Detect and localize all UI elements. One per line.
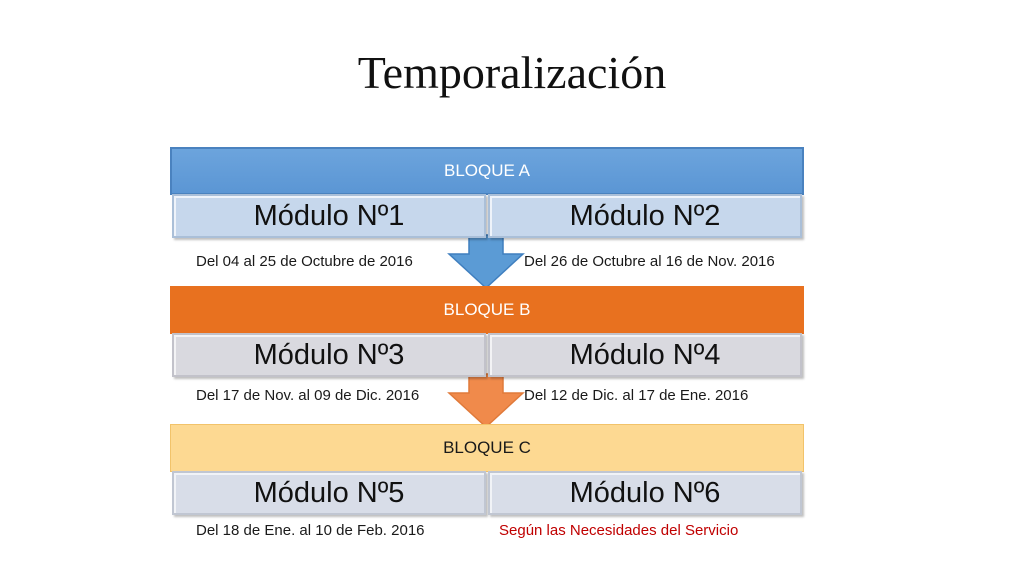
- block-c-header: BLOQUE C: [170, 424, 804, 472]
- module-3-dates: Del 17 de Nov. al 09 de Dic. 2016: [196, 387, 420, 404]
- module-4-dates: Del 12 de Dic. al 17 de Ene. 2016: [524, 387, 749, 404]
- block-a-header: BLOQUE A: [170, 147, 804, 195]
- module-3-cell: Módulo Nº3: [172, 333, 486, 377]
- page-title: Temporalización: [357, 47, 667, 98]
- module-2-cell: Módulo Nº2: [488, 194, 802, 238]
- module-5-dates: Del 18 de Ene. al 10 de Feb. 2016: [196, 522, 425, 539]
- block-b-header: BLOQUE B: [170, 286, 804, 334]
- module-2-dates: Del 26 de Octubre al 16 de Nov. 2016: [524, 253, 775, 270]
- down-arrow-icon: [447, 373, 525, 429]
- module-1-dates: Del 04 al 25 de Octubre de 2016: [196, 253, 413, 270]
- module-5-cell: Módulo Nº5: [172, 471, 486, 515]
- down-arrow-icon: [447, 234, 525, 290]
- module-6-dates: Según las Necesidades del Servicio: [499, 522, 739, 539]
- module-4-cell: Módulo Nº4: [488, 333, 802, 377]
- module-1-cell: Módulo Nº1: [172, 194, 486, 238]
- module-6-cell: Módulo Nº6: [488, 471, 802, 515]
